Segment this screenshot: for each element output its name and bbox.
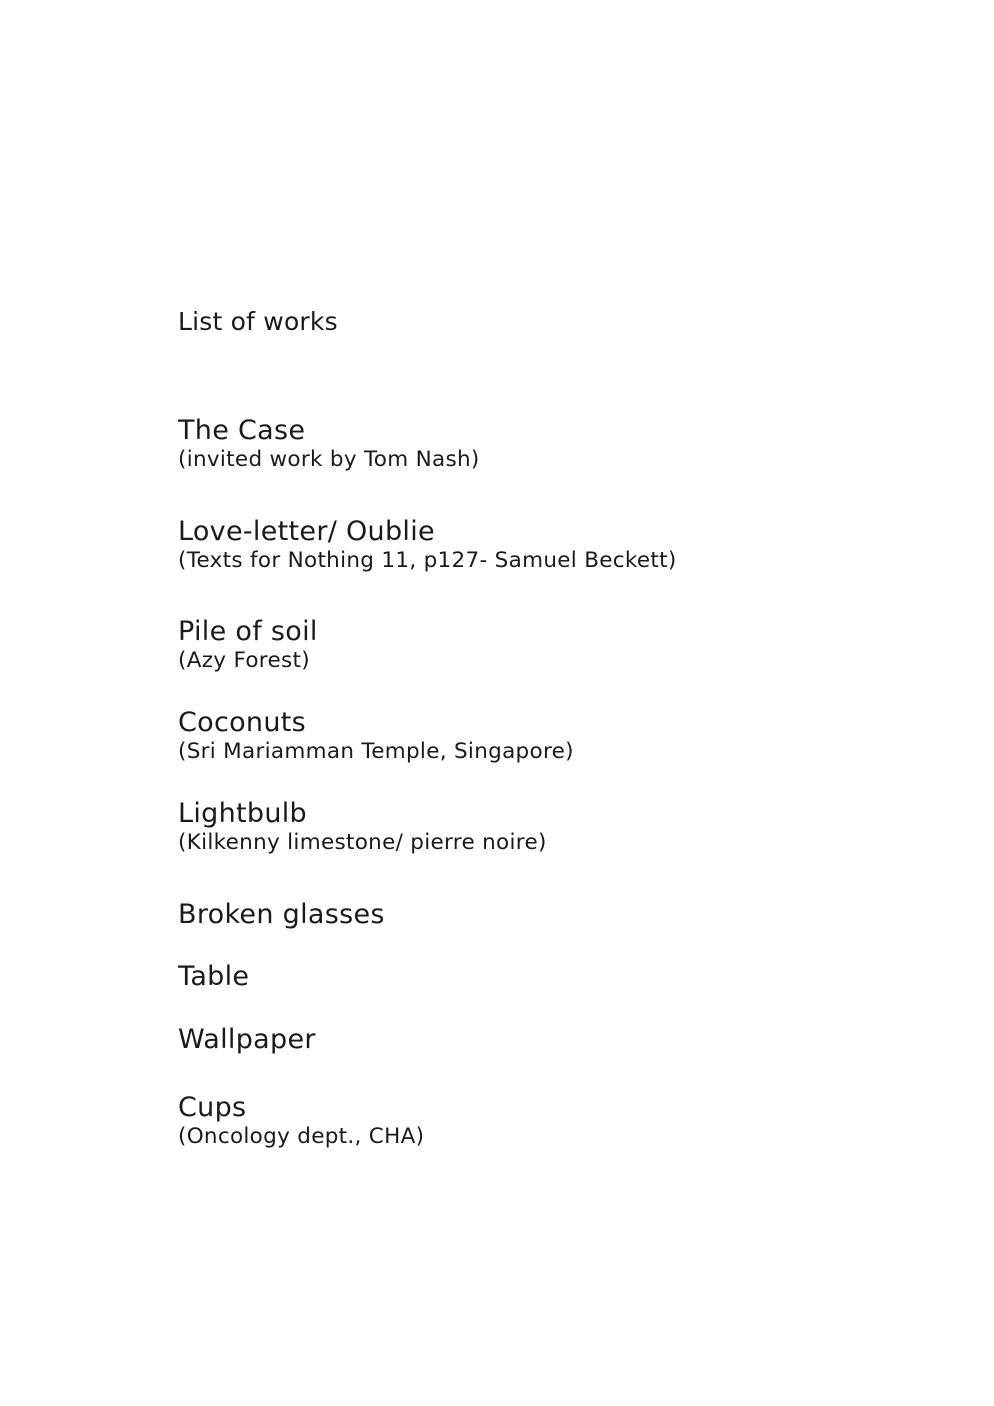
work-item	[178, 900, 385, 930]
page-title: List of works	[178, 307, 338, 336]
work-item	[178, 1093, 424, 1151]
work-title: The Case	[178, 415, 306, 446]
work-item	[178, 617, 318, 675]
work-subtitle: (invited work by Tom Nash)	[178, 447, 480, 472]
work-subtitle: (Texts for Nothing 11, p127- Samuel Beckett)	[178, 548, 677, 573]
work-item	[178, 416, 480, 474]
work-subtitle: (Azy Forest)	[178, 648, 310, 673]
work-item	[178, 962, 249, 992]
work-subtitle: (Oncology dept., CHA)	[178, 1124, 425, 1149]
work-item	[178, 517, 677, 575]
work-title: Cups	[178, 1092, 247, 1123]
work-item	[178, 799, 547, 857]
work-subtitle: (Kilkenny limestone/ pierre noire)	[178, 830, 547, 855]
work-subtitle: (Sri Mariamman Temple, Singapore)	[178, 739, 574, 764]
work-title: Broken glasses	[178, 899, 385, 930]
work-title: Wallpaper	[178, 1024, 316, 1055]
work-title: Love-letter/ Oublie	[178, 516, 435, 547]
work-title: Table	[178, 961, 250, 992]
work-title: Lightbulb	[178, 798, 307, 829]
work-item	[178, 1025, 316, 1055]
work-item	[178, 708, 574, 766]
work-title: Pile of soil	[178, 616, 318, 647]
work-title: Coconuts	[178, 707, 307, 738]
